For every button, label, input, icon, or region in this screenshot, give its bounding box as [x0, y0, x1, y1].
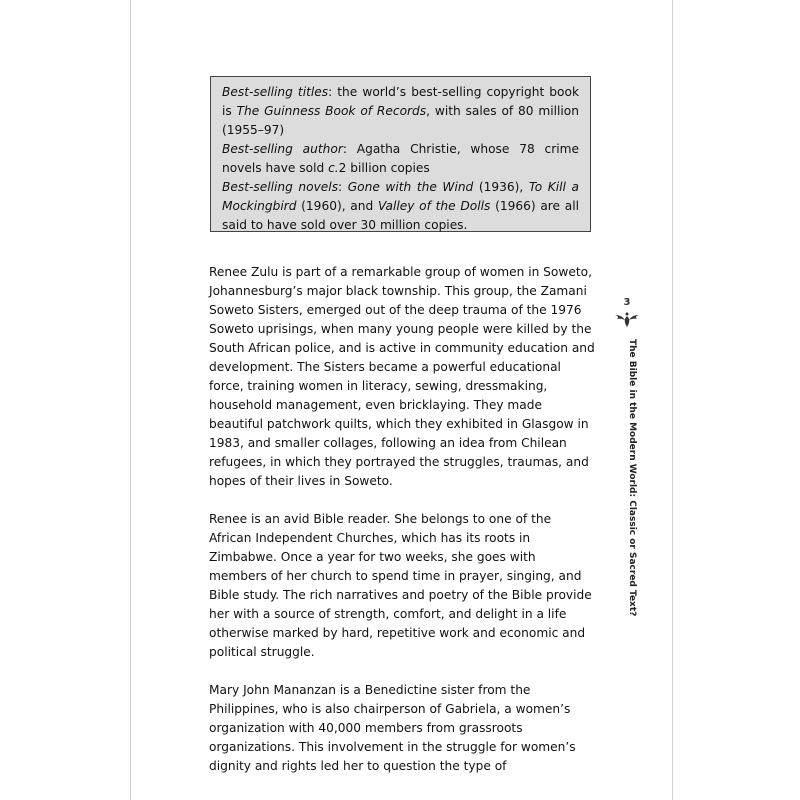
box-entry-text: , with sales of 80 million (1955–97)	[222, 104, 579, 137]
running-head: The Bible in the Modern World: Classic or Sacred Text?	[627, 339, 637, 617]
box-entry-text: : Agatha Christie, whose 78 crime novels have sold	[222, 142, 579, 175]
fleuron-ornament-icon	[614, 311, 640, 329]
box-entry-title: To Kill a Mockingbird	[222, 180, 579, 213]
paragraph-renee-bible: Renee is an avid Bible reader. She belongs to one of the African Independent Churches, which has its roots in Zimbabwe. Once a year for two weeks, she goes with members of her church to spend time in prayer, singing, and Bible study. The rich narratives and poetry of the Bible provide her with a source of strength, comfort, and delight in a life otherwise marked by hard, repetitive work and economic and political struggle.	[209, 512, 592, 659]
box-entry	[222, 83, 579, 140]
paragraph-mary-john: Mary John Mananzan is a Benedictine sister from the Philippines, who is also chairperson of Gabriela, a women’s organization with 40,000 members from grassroots organizations. This involvement in the struggle for women’s dignity and rights led her to question the type of	[209, 683, 576, 773]
box-entry-title: Valley of the Dolls	[377, 199, 491, 213]
box-entry	[222, 140, 579, 178]
best-sellers-box	[210, 76, 591, 232]
box-entry-label: Best-selling titles	[222, 85, 329, 99]
box-entry-text: (1960), and	[296, 199, 378, 213]
box-entry	[222, 178, 579, 235]
box-entry-text: (1936),	[473, 180, 529, 194]
box-entry-text: :	[338, 180, 348, 194]
page-number: 3	[623, 297, 631, 308]
paragraph-renee-zulu: Renee Zulu is part of a remarkable group of women in Soweto, Johannesburg’s major black township. This group, the Zamani Soweto Sisters, emerged out of the deep trauma of the 1976 Soweto uprisings, when many young people were killed by the South African police, and is active in community education and development. The Sisters became a powerful educational force, training women in literacy, sewing, dressmaking, household management, even bricklaying. They made beautiful patchwork quilts, which they exhibited in Glasgow in 1983, and smaller collages, following an idea from Chilean refugees, in which they portrayed the struggles, traumas, and hopes of their lives in Soweto.	[209, 265, 595, 488]
box-entry-title: Gone with the Wind	[347, 180, 474, 194]
box-entry-label: Best-selling author	[222, 142, 343, 156]
box-entry-label: Best-selling novels	[222, 180, 339, 194]
box-entry-text: : the world’s best-selling copyright book is	[222, 85, 580, 118]
body-text	[209, 263, 595, 795]
box-entry-title: The Guinness Book of Records	[236, 104, 427, 118]
box-entry-text: (1966) are all said to have sold over 30 million copies.	[222, 199, 579, 232]
box-entry-text: 2 billion copies	[338, 161, 430, 175]
box-entry-title: c.	[328, 161, 339, 175]
